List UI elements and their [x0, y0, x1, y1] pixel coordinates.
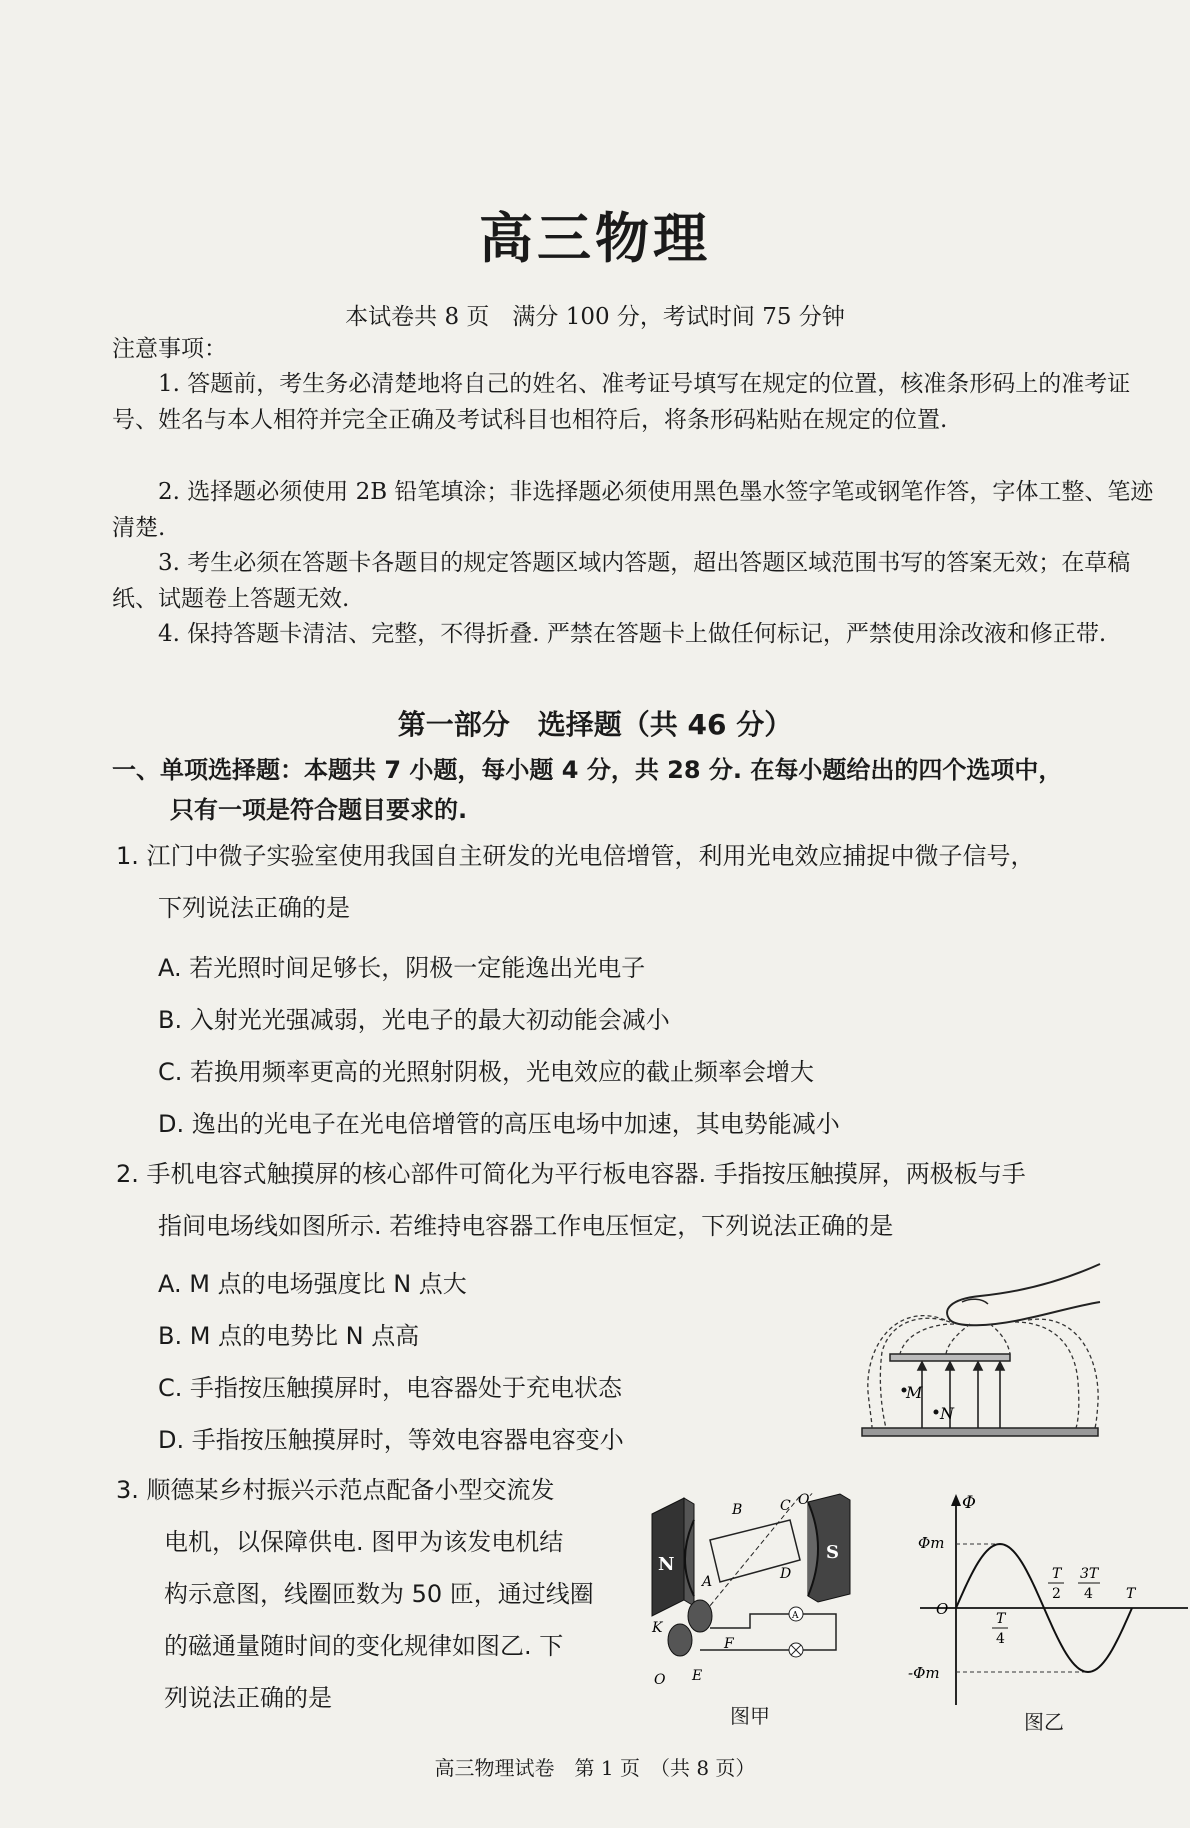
touchscreen-field-figure: [850, 1262, 1110, 1442]
neg-phi-max-label: -Φm: [908, 1664, 940, 1682]
tick-3t4-num: 3T: [1080, 1566, 1099, 1582]
generator-figure: [640, 1490, 870, 1690]
question-1-option-d: D. 逸出的光电子在光电倍增管的高压电场中加速，其电势能减小: [158, 1110, 840, 1138]
figure-b-caption: 图乙: [1024, 1710, 1064, 1734]
label-a: A: [702, 1574, 713, 1590]
label-m: M: [906, 1383, 923, 1402]
question-1-stem: [116, 830, 1176, 934]
question-1-line-2: 下列说法正确的是: [158, 894, 350, 922]
svg-text:A: A: [792, 1611, 799, 1621]
label-o-prime: O′: [798, 1492, 813, 1508]
exam-info: 本试卷共 8 页 满分 100 分，考试时间 75 分钟: [345, 304, 845, 330]
question-3-line-1: 3. 顺德某乡村振兴示范点配备小型交流发: [116, 1476, 555, 1504]
label-o: O: [654, 1672, 666, 1688]
section-title: 第一部分 选择题（共 46 分）: [397, 708, 793, 741]
question-2-option-d: D. 手指按压触摸屏时，等效电容器电容变小: [158, 1426, 624, 1454]
question-2-line-2: 指间电场线如图所示. 若维持电容器工作电压恒定，下列说法正确的是: [158, 1212, 894, 1240]
notice-item-2: 2. 选择题必须使用 2B 铅笔填涂；非选择题必须使用黑色墨水签字笔或钢笔作答，字体工整、笔迹清楚.: [112, 479, 1154, 541]
tick-t4-den: 4: [996, 1631, 1005, 1647]
flux-time-graph: [900, 1490, 1190, 1720]
label-b: B: [732, 1502, 743, 1518]
part-one-line-2: 只有一项是符合题目要求的.: [170, 796, 468, 824]
question-1-option-c: C. 若换用频率更高的光照射阴极，光电效应的截止频率会增大: [158, 1058, 815, 1086]
figure-a-caption: 图甲: [730, 1704, 770, 1728]
page-title: 高三物理: [479, 206, 711, 270]
bottom-plate: [862, 1428, 1098, 1436]
finger-shape: [947, 1264, 1100, 1325]
label-k: K: [652, 1620, 663, 1636]
question-1-line-1: 1. 江门中微子实验室使用我国自主研发的光电倍增管，利用光电效应捕捉中微子信号，: [116, 842, 1035, 870]
label-f: F: [724, 1636, 734, 1652]
question-2-stem: [116, 1148, 1176, 1252]
label-magnet-n: N: [658, 1554, 675, 1575]
tick-3t4-den: 4: [1084, 1586, 1093, 1602]
y-axis-label: Φ: [962, 1493, 976, 1513]
page-footer: 高三物理试卷 第 1 页 （共 8 页）: [434, 1756, 756, 1780]
notice-item-4: 4. 保持答题卡清洁、完整，不得折叠. 严禁在答题卡上做任何标记，严禁使用涂改液和修正带.: [158, 621, 1107, 647]
tick-t2-den: 2: [1052, 1586, 1061, 1602]
notice-item-3: 3. 考生必须在答题卡各题目的规定答题区域内答题，超出答题区域范围书写的答案无效；在草稿纸、试题卷上答题无效.: [112, 550, 1131, 612]
label-c: C: [780, 1498, 791, 1514]
question-3-stem: [116, 1464, 636, 1724]
question-2-option-c: C. 手指按压触摸屏时，电容器处于充电状态: [158, 1374, 623, 1402]
notice-item-1: 1. 答题前，考生务必清楚地将自己的姓名、准考证号填写在规定的位置，核准条形码上的准考证号、姓名与本人相符并完全正确及考试科目也相符后，将条形码粘贴在规定的位置.: [112, 371, 1131, 433]
part-one-line-1: 一、单项选择题：本题共 7 小题，每小题 4 分，共 28 分. 在每小题给出的四个选项中，: [112, 756, 1063, 784]
part-one-instructions: [112, 750, 1172, 830]
tick-t2-num: T: [1052, 1566, 1062, 1582]
field-arrows: [918, 1362, 1004, 1428]
origin-label: O: [936, 1600, 949, 1618]
question-2-option-b: B. M 点的电势比 N 点高: [158, 1322, 420, 1350]
notice-heading: 注意事项：: [112, 336, 227, 362]
question-3-line-4: 的磁通量随时间的变化规律如图乙. 下: [164, 1632, 564, 1660]
question-3-line-5: 列说法正确的是: [164, 1684, 332, 1712]
phi-max-label: Φm: [918, 1534, 945, 1552]
question-3-line-2: 电机，以保障供电. 图甲为该发电机结: [164, 1528, 564, 1556]
label-n: N: [940, 1404, 954, 1423]
question-3-line-3: 构示意图，线圈匝数为 50 匝，通过线圈: [164, 1580, 594, 1608]
top-plate: [890, 1354, 1010, 1361]
label-d: D: [780, 1566, 792, 1582]
label-e: E: [692, 1668, 703, 1684]
question-2-option-a: A. M 点的电场强度比 N 点大: [158, 1270, 467, 1298]
tick-t4-num: T: [996, 1611, 1006, 1627]
label-magnet-s: S: [826, 1542, 839, 1563]
tick-t: T: [1126, 1586, 1136, 1602]
question-1-option-a: A. 若光照时间足够长，阴极一定能逸出光电子: [158, 954, 646, 982]
question-2-line-1: 2. 手机电容式触摸屏的核心部件可简化为平行板电容器. 手指按压触摸屏，两极板与手: [116, 1160, 1026, 1188]
question-1-option-b: B. 入射光光强减弱，光电子的最大初动能会减小: [158, 1006, 670, 1034]
field-lines: [868, 1316, 1098, 1428]
